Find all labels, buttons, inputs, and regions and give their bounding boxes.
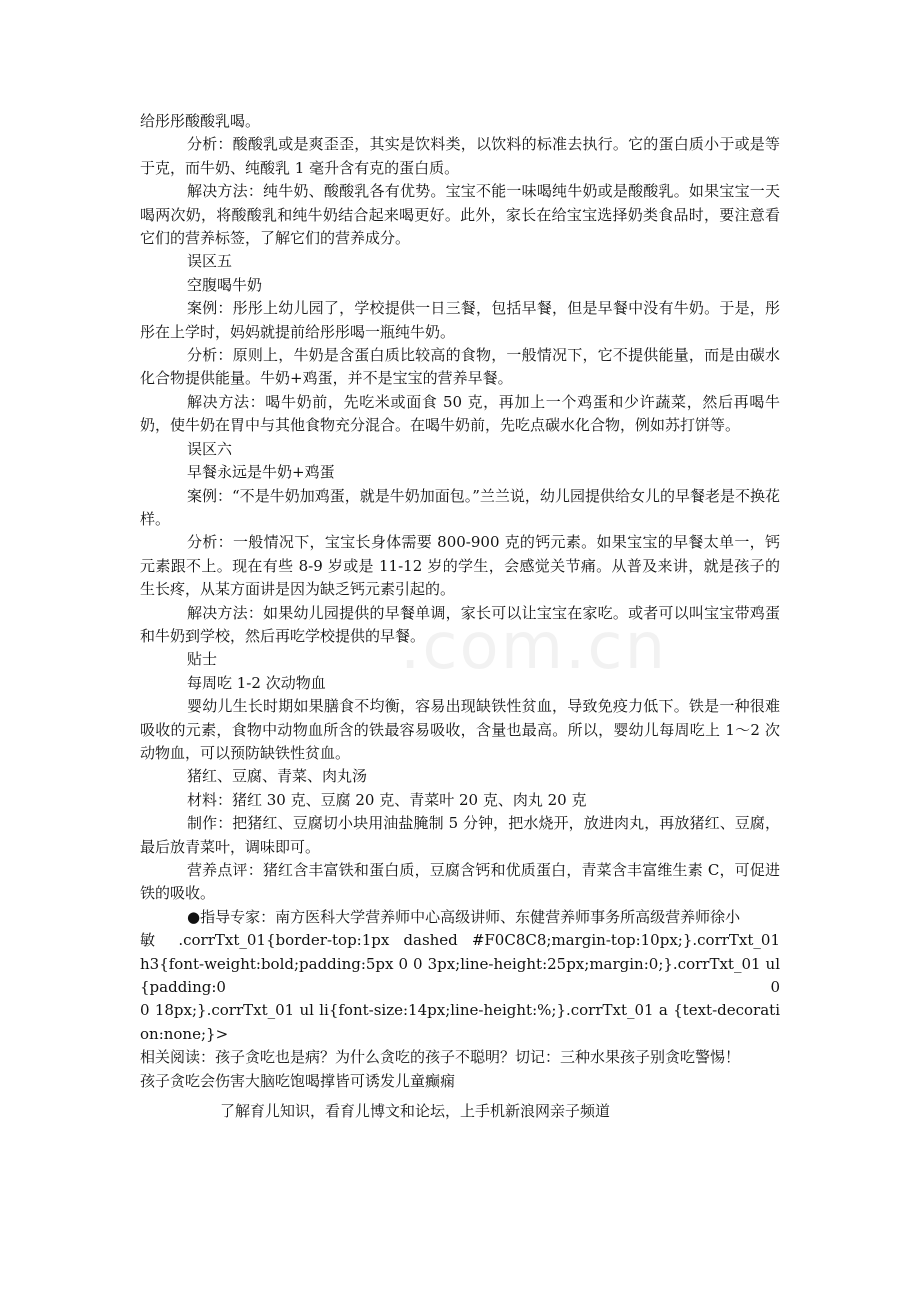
- footer-promo-text: 了解育儿知识，看育儿博文和论坛，上手机新浪网亲子频道: [220, 1102, 611, 1120]
- stray-css-line-2: 0 18px;}.corrTxt_01 ul li{font-size:14px;line-height:%;}.corrTxt_01 a {text-decoration:none;}>: [140, 1001, 780, 1043]
- paragraph: 早餐永远是牛奶+鸡蛋: [187, 463, 335, 482]
- paragraph: 制作：把猪红、豆腐切小块用油盐腌制 5 分钟，把水烧开，放进肉丸，再放猪红、豆腐，最后放青菜叶，调味即可。: [140, 814, 780, 856]
- paragraph: 解决方法：如果幼儿园提供的早餐单调，家长可以让宝宝在家吃。或者可以叫宝宝带鸡蛋和牛奶到学校，然后再吃学校提供的早餐。: [140, 603, 780, 645]
- paragraph: 误区六: [187, 439, 233, 458]
- paragraph: 空腹喝牛奶: [187, 275, 263, 294]
- stray-css-line-1: h3{font-weight:bold;padding:5px 0 0 3px;line-height:25px;margin:0;}.corrTxt_01 ul{padding:0 0: [140, 954, 780, 997]
- paragraph: 案例：“不是牛奶加鸡蛋，就是牛奶加面包。”兰兰说，幼儿园提供给女儿的早餐老是不换花样。: [140, 486, 780, 528]
- watermark: .com.cn: [400, 610, 668, 684]
- paragraph: 婴幼儿生长时期如果膳食不均衡，容易出现缺铁性贫血，导致免疫力低下。铁是一种很难吸收的元素，食物中动物血所含的铁最容易吸收，含量也最高。所以，婴幼儿每周吃上 1～2 次动物血，可以预防缺铁性贫血。: [140, 697, 780, 762]
- expert-credit-css-line: 敏 .corrTxt_01{border-top:1px dashed #F0C8C8;margin-top:10px;}.corrTxt_01: [140, 931, 780, 950]
- paragraph: 分析：酸酸乳或是爽歪歪，其实是饮料类，以饮料的标准去执行。它的蛋白质小于或是等于克，而牛奶、纯酸乳 1 毫升含有克的蛋白质。: [140, 135, 780, 177]
- paragraph: 给彤彤酸酸乳喝。: [140, 112, 261, 130]
- paragraph: 贴士: [187, 650, 218, 669]
- paragraph: 营养点评：猪红含丰富铁和蛋白质，豆腐含钙和优质蛋白，青菜含丰富维生素 C，可促进铁的吸收。: [140, 861, 780, 903]
- paragraph: 猪红、豆腐、青菜、肉丸汤: [187, 767, 368, 786]
- related-reading-line-2: 孩子贪吃会伤害大脑吃饱喝撑皆可诱发儿童癫痫: [140, 1071, 456, 1090]
- paragraph-list: [140, 110, 780, 906]
- paragraph: 误区五: [187, 252, 233, 271]
- paragraph: 分析：原则上，牛奶是含蛋白质比较高的食物，一般情况下，它不提供能量，而是由碳水化合物提供能量。牛奶+鸡蛋，并不是宝宝的营养早餐。: [140, 346, 780, 388]
- paragraph: 分析：一般情况下，宝宝长身体需要 800-900 克的钙元素。如果宝宝的早餐太单一，钙元素跟不上。现在有些 8-9 岁或是 11-12 岁的学生，会感觉关节痛。从普及来讲，就是孩子的生长疼，从某方面讲是因为缺乏钙元素引起的。: [140, 533, 780, 599]
- paragraph: 每周吃 1-2 次动物血: [187, 673, 326, 692]
- paragraph: 案例：彤彤上幼儿园了，学校提供一日三餐，包括早餐，但是早餐中没有牛奶。于是，彤彤在上学时，妈妈就提前给彤彤喝一瓶纯牛奶。: [140, 299, 780, 341]
- document-body: [140, 110, 780, 1093]
- paragraph: 解决方法：纯牛奶、酸酸乳各有优势。宝宝不能一味喝纯牛奶或是酸酸乳。如果宝宝一天喝两次奶，将酸酸乳和纯牛奶结合起来喝更好。此外，家长在给宝宝选择奶类食品时，要注意看它们的营养标签，了解它们的营养成分。: [140, 182, 780, 248]
- expert-credit-line: ●指导专家：南方医科大学营养师中心高级讲师、东健营养师事务所高级营养师徐小: [187, 907, 741, 926]
- paragraph: 解决方法：喝牛奶前，先吃米或面食 50 克，再加上一个鸡蛋和少许蔬菜，然后再喝牛奶，使牛奶在胃中与其他食物充分混合。在喝牛奶前，先吃点碳水化合物，例如苏打饼等。: [140, 392, 780, 435]
- related-reading-line-1: 相关阅读：孩子贪吃也是病？为什么贪吃的孩子不聪明？切记：三种水果孩子别贪吃警惕！: [140, 1048, 741, 1067]
- paragraph: 材料：猪红 30 克、豆腐 20 克、青菜叶 20 克、肉丸 20 克: [187, 790, 587, 809]
